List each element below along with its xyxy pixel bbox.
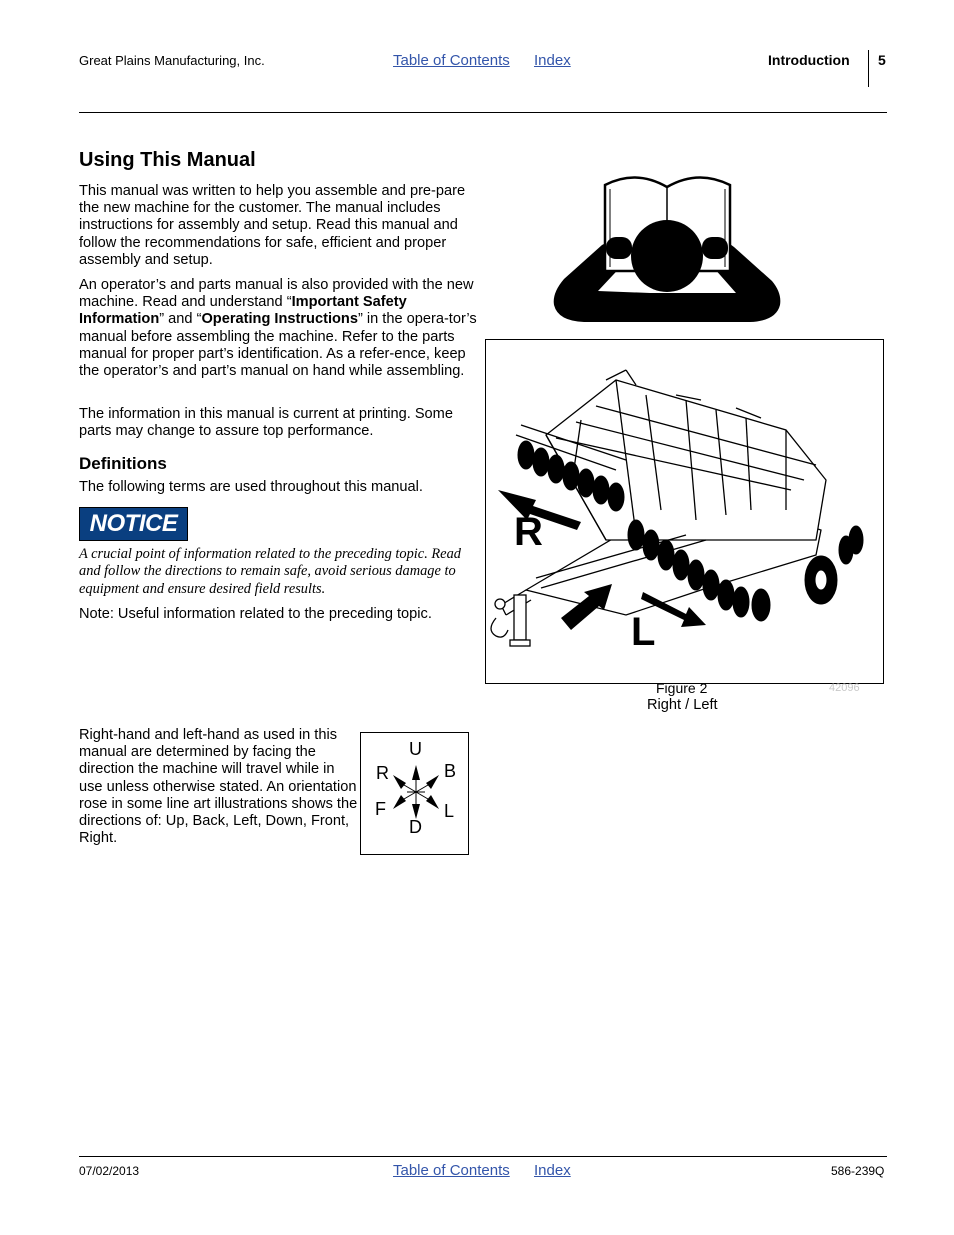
rh-lh-paragraph: Right-hand and left-hand as used in this manual are determined by facing the direction the machine will travel while in use unless otherwise stated. An orientation rose in some line art illustrations shows the directions of: Up, Back, Left, Down, Front, Right. [79,727,358,847]
definitions-intro: The following terms are used throughout this manual. [79,479,423,495]
rose-front: F [375,799,386,819]
right-label: R [514,510,543,554]
header-index-link[interactable]: Index [534,52,571,69]
page-title: Using This Manual [79,149,256,171]
figure-right-left [485,339,884,684]
header-rule [79,112,887,113]
footer-rule [79,1156,887,1157]
header-divider [868,50,869,87]
figure-art-number: 42096 [829,682,860,694]
header-toc-link[interactable]: Table of Contents [393,52,510,69]
figure-caption-title: Right / Left [647,697,718,713]
left-label: L [631,610,656,654]
rose-back: B [444,761,457,781]
note-description: Note: Useful information related to the preceding topic. [79,606,432,622]
footer-date: 07/02/2013 [79,1164,140,1178]
header-company: Great Plains Manufacturing, Inc. [79,53,265,68]
rose-left: L [444,801,455,821]
footer-index-link[interactable]: Index [534,1162,571,1179]
footer-doc-code: 586-239Q [831,1164,885,1178]
manuals-paragraph: An operator’s and parts manual is also provided with the new machine. Read and understand “Important Safety Information” and “Operating Instructions” in the opera-tor’s manual before assembling the machine. Refer to the parts manual for proper part’s identification. As a refer-ence, keep the operator’s and part’s manual on hand while assembling. [79,277,477,380]
definitions-heading: Definitions [79,454,167,473]
page-number: 5 [878,52,886,68]
reading-manual-icon [550,175,785,325]
header-section-title: Introduction [768,52,850,68]
rose-up: U [409,739,422,759]
intro-paragraph: This manual was written to help you assemble and pre-pare the new machine for the customer. The manual includes instructions for assembly and setup. Read this manual and follow the recommendations for safe, efficient and proper assembly and setup. [79,183,466,268]
tillage-machine-illustration [486,340,883,683]
currency-paragraph: The information in this manual is current at printing. Some parts may change to assure top performance. [79,406,453,440]
rose-right: R [376,763,389,783]
footer-toc-link[interactable]: Table of Contents [393,1162,510,1179]
orientation-rose [360,732,469,855]
rose-down: D [409,817,422,837]
notice-description: A crucial point of information related to the preceding topic. Read and follow the directions to remain safe, avoid serious damage to equipment and ensure desired field results. [79,546,461,597]
figure-caption-number: Figure 2 [656,680,708,696]
notice-badge: NOTICE [79,507,188,541]
